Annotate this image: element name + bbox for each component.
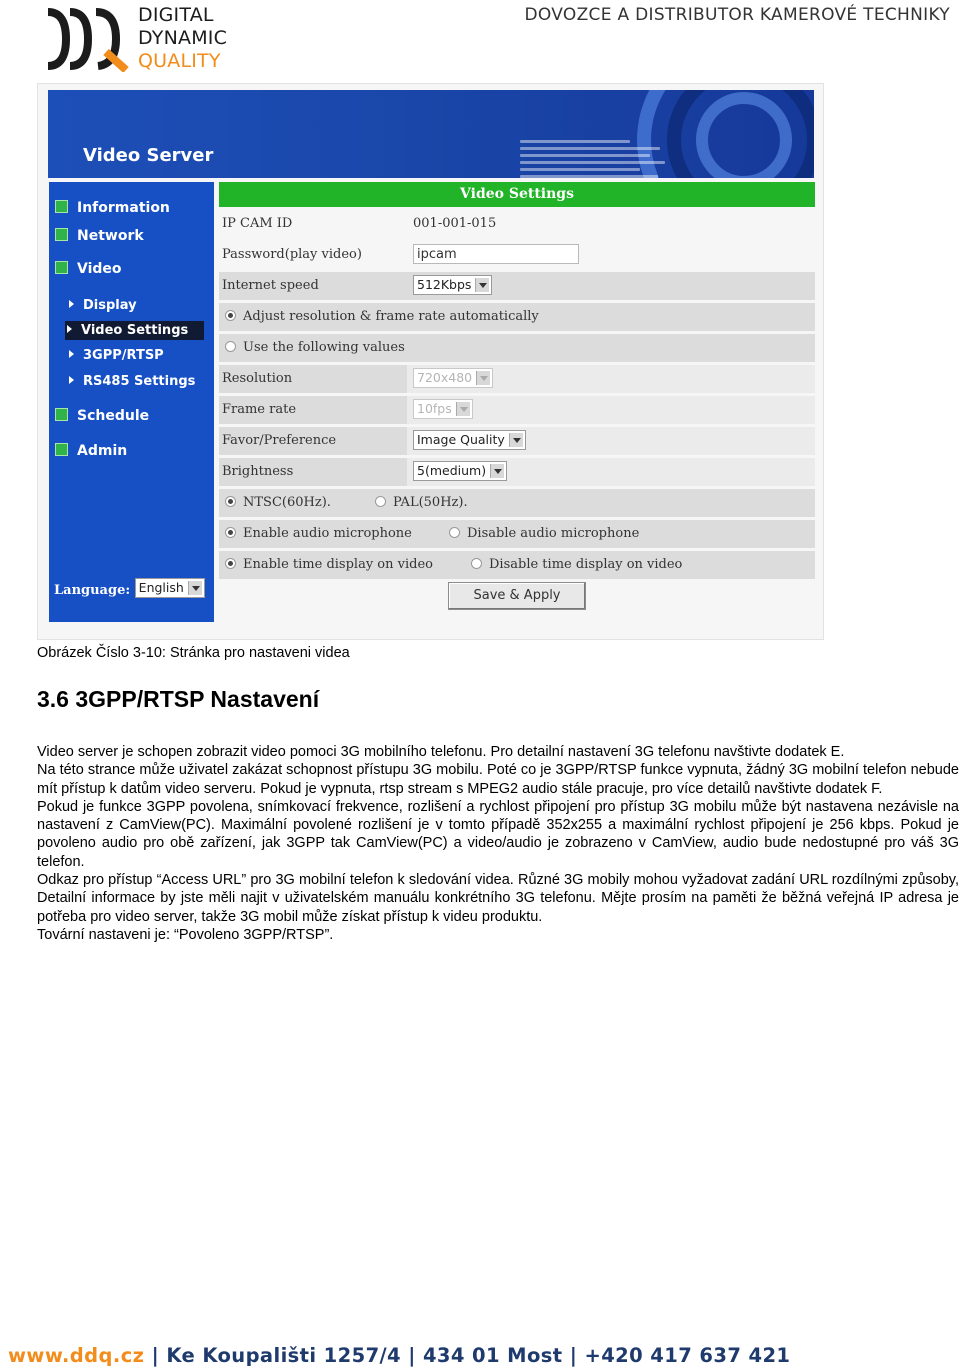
frame-rate-select[interactable]: 10fps xyxy=(413,399,473,419)
paragraph: Tovární nastaveni je: “Povoleno 3GPP/RTSP”. xyxy=(37,926,334,943)
video-settings-panel xyxy=(219,182,815,579)
disable-time-radio[interactable]: Disable time display on video xyxy=(471,557,682,572)
bullet-icon xyxy=(55,261,68,274)
password-row xyxy=(219,241,815,269)
bullet-icon xyxy=(55,228,68,241)
banner-blurb-text xyxy=(520,140,670,178)
ip-cam-id-value: 001-001-015 xyxy=(413,216,497,231)
page-footer xyxy=(8,1344,790,1367)
video-server-banner xyxy=(48,90,814,178)
brightness-label: Brightness xyxy=(222,464,294,479)
disable-audio-radio[interactable]: Disable audio microphone xyxy=(449,526,639,541)
sidebar-item-video[interactable]: Video xyxy=(55,261,122,277)
radio-unselected-icon xyxy=(375,496,386,507)
chevron-down-icon xyxy=(475,278,489,292)
arrow-right-icon xyxy=(69,300,74,308)
auto-mode-radio[interactable]: Adjust resolution & frame rate automatically xyxy=(225,309,539,324)
logo-line-digital: DIGITAL xyxy=(138,4,214,26)
footer-address: Ke Koupališti 1257/4 xyxy=(166,1344,402,1367)
footer-separator: | xyxy=(408,1344,416,1367)
chevron-down-icon xyxy=(476,371,490,385)
arrow-right-icon xyxy=(67,325,72,333)
logo-line-dynamic: DYNAMIC xyxy=(138,27,228,49)
resolution-select[interactable]: 720x480 xyxy=(413,368,493,388)
chevron-down-icon xyxy=(490,464,504,478)
sidebar-item-information[interactable]: Information xyxy=(55,200,170,216)
auto-mode-row xyxy=(219,303,815,331)
figure-caption: Obrázek Číslo 3-10: Stránka pro nastaveni videa xyxy=(37,645,350,661)
language-select[interactable]: English xyxy=(135,578,205,598)
internet-speed-select[interactable]: 512Kbps xyxy=(413,275,492,295)
radio-selected-icon xyxy=(225,496,236,507)
frame-rate-label: Frame rate xyxy=(222,402,297,417)
radio-unselected-icon xyxy=(449,527,460,538)
favor-select[interactable]: Image Quality xyxy=(413,430,526,450)
enable-time-radio[interactable]: Enable time display on video xyxy=(225,557,433,572)
section-body xyxy=(37,743,959,944)
chevron-down-icon xyxy=(509,433,523,447)
language-label: Language: xyxy=(54,583,131,598)
radio-selected-icon xyxy=(225,310,236,321)
paragraph: Na této strance může uživatel zakázat schopnost přístupu 3G mobilu. Poté co je 3GPP/RTSP funkce vypnuta, žádný 3G mobilní telefon nebude mít přístup k datům video serveru. Pokud je vypnuta, rtsp stream s MPEG2 audio stále pracuje, pro více detailů navštivte dodatek F. xyxy=(37,762,959,797)
sidebar-subitem-video-settings[interactable]: Video Settings xyxy=(65,321,204,340)
brightness-row xyxy=(219,458,815,486)
internet-speed-label: Internet speed xyxy=(222,278,319,293)
footer-website: www.ddq.cz xyxy=(8,1344,145,1367)
paragraph: Odkaz pro přístup “Access URL” pro 3G mobilní telefon k sledování videa. Různé 3G mobily mohou vyžadovat zadání URL rozdílnými způsoby, Detailní informace by jste měli najit v uživatelském manuálu konkrétního 3G telefonu. Mějte prosím na paměti že běžná veřejná IP adresa je potřeba pro video server, takže 3G mobil může získat přístup k videu produktu. xyxy=(37,872,959,925)
footer-phone: +420 417 637 421 xyxy=(584,1344,791,1367)
bullet-icon xyxy=(55,200,68,213)
sidebar-subitem-display[interactable]: Display xyxy=(69,298,137,313)
panel-title: Video Settings xyxy=(219,182,815,207)
ddq-logo-icon xyxy=(44,6,130,72)
internet-speed-row xyxy=(219,272,815,300)
password-input[interactable]: ipcam xyxy=(413,244,579,264)
video-settings-screenshot xyxy=(37,83,824,640)
time-display-row xyxy=(219,551,815,579)
manual-mode-row xyxy=(219,334,815,362)
save-apply-button[interactable]: Save & Apply xyxy=(448,582,586,610)
resolution-row xyxy=(219,365,815,393)
sidebar-item-schedule[interactable]: Schedule xyxy=(55,408,149,424)
frame-rate-row xyxy=(219,396,815,424)
ntsc-radio[interactable]: NTSC(60Hz). xyxy=(225,495,331,510)
favor-label: Favor/Preference xyxy=(222,433,337,448)
bullet-icon xyxy=(55,443,68,456)
language-row xyxy=(54,580,205,600)
video-standard-row xyxy=(219,489,815,517)
sidebar-item-network[interactable]: Network xyxy=(55,228,144,244)
radio-selected-icon xyxy=(225,558,236,569)
footer-separator: | xyxy=(151,1344,160,1367)
manual-mode-radio[interactable]: Use the following values xyxy=(225,340,405,355)
logo-line-quality: QUALITY xyxy=(138,50,221,72)
favor-row xyxy=(219,427,815,455)
chevron-down-icon xyxy=(456,402,470,416)
footer-city: 434 01 Most xyxy=(422,1344,563,1367)
resolution-label: Resolution xyxy=(222,371,293,386)
pal-radio[interactable]: PAL(50Hz). xyxy=(375,495,468,510)
logo-wordmark xyxy=(138,4,227,73)
brightness-select[interactable]: 5(medium) xyxy=(413,461,507,481)
sidebar xyxy=(49,182,214,622)
header-tagline: DOVOZCE A DISTRIBUTOR KAMEROVÉ TECHNIKY xyxy=(524,5,950,25)
radio-unselected-icon xyxy=(471,558,482,569)
radio-selected-icon xyxy=(225,527,236,538)
banner-title: Video Server xyxy=(83,145,214,166)
sidebar-subitem-3gpp-rtsp[interactable]: 3GPP/RTSP xyxy=(69,348,164,363)
section-heading: 3.6 3GPP/RTSP Nastavení xyxy=(37,686,320,712)
password-label: Password(play video) xyxy=(222,247,362,262)
bullet-icon xyxy=(55,408,68,421)
ip-cam-id-row xyxy=(219,210,815,238)
radio-unselected-icon xyxy=(225,341,236,352)
sidebar-item-admin[interactable]: Admin xyxy=(55,443,127,459)
paragraph: Video server je schopen zobrazit video pomoci 3G mobilního telefonu. Pro detailní nastavení 3G telefonu navštivte dodatek E. xyxy=(37,744,845,760)
chevron-down-icon xyxy=(188,581,202,595)
paragraph: Pokud je funkce 3GPP povolena, snímkovací frekvence, rozlišení a rychlost připojení pro přístup 3G mobilu může být nastavena nezávisle na nastavení z CamView(PC). Maximální povolené rozlišení je v tomto případě 352x255 a maximální rychlost připojení je 256 kbps. Pokud je povoleno audio pro obě zařízení, jak 3GPP tak CamView(PC) a video/audio je zobrazeno v CamView, audio bude nedostupné pro váš 3G telefon. xyxy=(37,798,959,870)
arrow-right-icon xyxy=(69,376,74,384)
arrow-right-icon xyxy=(69,350,74,358)
enable-audio-radio[interactable]: Enable audio microphone xyxy=(225,526,412,541)
audio-row xyxy=(219,520,815,548)
sidebar-subitem-rs485[interactable]: RS485 Settings xyxy=(69,374,195,389)
ip-cam-id-label: IP CAM ID xyxy=(222,216,293,231)
footer-separator: | xyxy=(569,1344,578,1367)
